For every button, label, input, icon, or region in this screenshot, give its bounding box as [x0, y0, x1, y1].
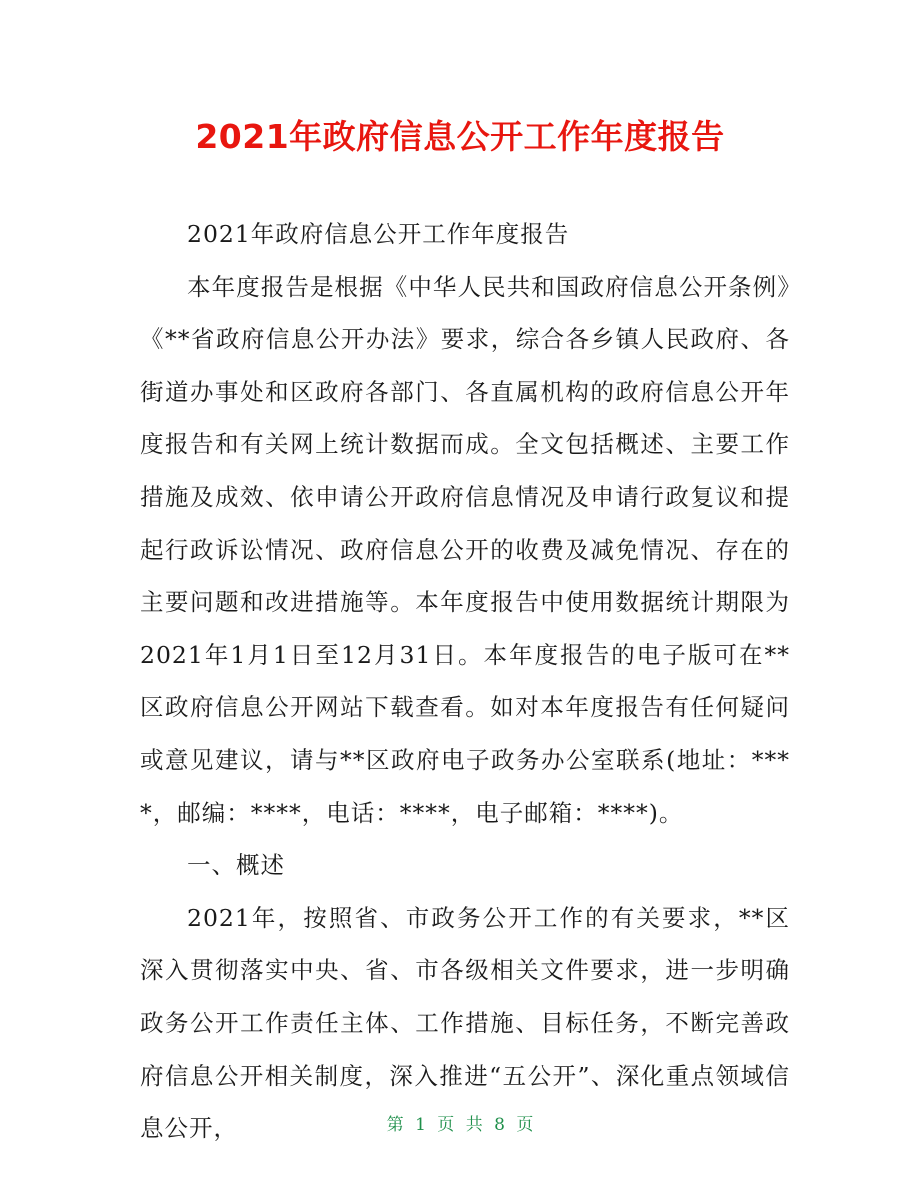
document-title: 2021年政府信息公开工作年度报告 [195, 117, 725, 156]
document-body [140, 208, 790, 1155]
paragraph-overview: 2021年，按照省、市政务公开工作的有关要求，**区深入贯彻落实中央、省、市各级相关文件要求，进一步明确政务公开工作责任主体、工作措施、目标任务，不断完善政府信息公开相关制度，深入推进“五公开”、深化重点领域信息公开， [140, 903, 790, 1143]
page-number: 第 1 页 共 8 页 [386, 1115, 534, 1135]
paragraph-intro: 本年度报告是根据《中华人民共和国政府信息公开条例》《**省政府信息公开办法》要求，综合各乡镇人民政府、各街道办事处和区政府各部门、各直属机构的政府信息公开年度报告和有关网上统计数据而成。全文包括概述、主要工作措施及成效、依申请公开政府信息情况及申请行政复议和提起行政诉讼情况、政府信息公开的收费及减免情况、存在的主要问题和改进措施等。本年度报告中使用数据统计期限为2021年1月1日至12月31日。本年度报告的电子版可在**区政府信息公开网站下载查看。如对本年度报告有任何疑问或意见建议，请与**区政府电子政务办公室联系(地址：****，邮编：****，电话：****，电子邮箱：****)。 [140, 272, 790, 827]
section-heading-overview: 一、概述 [187, 851, 285, 880]
paragraph-subtitle: 2021年政府信息公开工作年度报告 [187, 220, 570, 248]
